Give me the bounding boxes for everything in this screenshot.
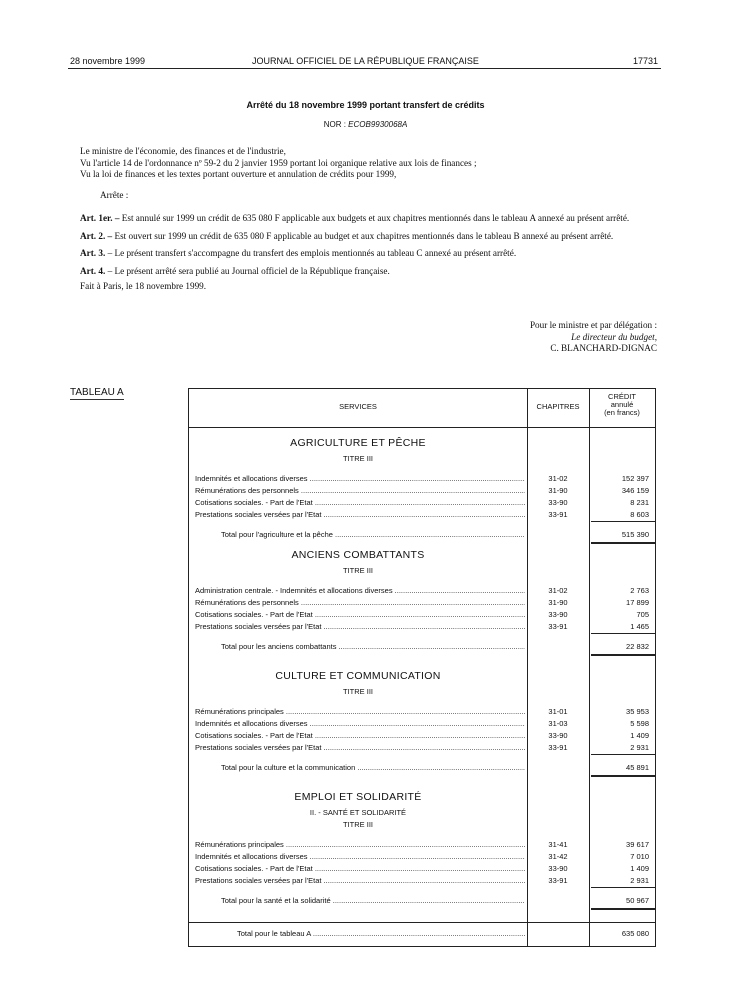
row-chapter: 31-01 [548,707,568,716]
row-credit: 5 598 [630,719,649,728]
row-credit: 152 397 [621,474,649,483]
row-label: Rémunérations principales ..... [195,840,525,849]
row-credit: 705 [636,610,649,619]
row-label: Cotisations sociales. - Part de l'Etat ..... [195,498,525,507]
signature-name: C. BLANCHARD-DIGNAC [550,343,657,353]
nor-code: ECOB9930068A [348,120,408,129]
row-credit: 1 465 [630,622,649,631]
row-chapter: 33-90 [548,864,568,873]
section-heading: ANCIENS COMBATTANTS [291,549,425,561]
row-chapter: 33-90 [548,498,568,507]
row-chapter: 31-41 [548,840,568,849]
table-row [189,864,657,875]
table-row [189,719,657,730]
row-label: Prestations sociales versées par l'Etat ..... [195,622,525,631]
row-credit: 8 231 [630,498,649,507]
grand-total-credit: 635 080 [621,929,649,938]
total-credit: 45 891 [626,763,649,772]
total-row [189,530,657,541]
total-row [189,896,657,907]
article-number: Art. 4. [80,265,106,276]
section-heading: CULTURE ET COMMUNICATION [275,670,441,682]
row-chapter: 33-91 [548,876,568,885]
row-label: Rémunérations des personnels ..... [195,598,525,607]
table-row [189,598,657,609]
row-label: Cotisations sociales. - Part de l'Etat ..... [195,864,525,873]
table-row [189,622,657,633]
preamble [80,146,658,201]
total-rule-top [591,754,655,755]
row-label: Indemnités et allocations diverses ..... [195,852,525,861]
total-row [189,642,657,653]
row-credit: 2 931 [630,876,649,885]
column-header-credit-line: CRÉDIT [608,392,636,401]
header-date: 28 novembre 1999 [70,56,146,66]
articles [80,213,658,293]
row-credit: 1 409 [630,864,649,873]
total-label: Total pour les anciens combattants ..... [221,642,525,651]
column-header-chapitres: CHAPITRES [536,402,580,411]
row-credit: 346 159 [621,486,649,495]
row-label: Indemnités et allocations diverses ..... [195,474,525,483]
preamble-line: Vu l'article 14 de l'ordonnance nº 59-2 du 2 janvier 1959 portant loi organique relative aux lois de finances ; [80,157,477,168]
article-text: Est annulé sur 1999 un crédit de 635 080 F applicable aux budgets et aux chapitres mentionnés dans le tableau A annexé au présent arrêté. [121,213,630,223]
section-subheading: TITRE III [343,454,373,463]
row-label: Administration centrale. - Indemnités et allocations diverses ..... [195,586,525,595]
total-rule-top [591,633,655,634]
row-chapter: 31-42 [548,852,568,861]
row-chapter: 31-02 [548,474,568,483]
total-rule-bottom [591,908,655,910]
table-row [189,486,657,497]
fait-line: Fait à Paris, le 18 novembre 1999. [80,281,207,291]
nor-label: NOR : [323,120,346,129]
row-chapter: 31-90 [548,598,568,607]
row-label: Rémunérations des personnels ..... [195,486,525,495]
row-chapter: 33-90 [548,610,568,619]
signature-block [530,320,657,355]
row-label: Prestations sociales versées par l'Etat ..... [195,510,525,519]
row-credit: 7 010 [630,852,649,861]
table-row [189,707,657,718]
total-credit: 515 390 [621,530,649,539]
table-row [189,586,657,597]
column-header-services: SERVICES [339,402,377,411]
total-credit: 50 967 [626,896,649,905]
article [80,266,658,278]
row-chapter: 31-02 [548,586,568,595]
article [80,248,658,260]
grand-total-divider [189,922,655,923]
total-rule-bottom [591,654,655,656]
signature-title: Le directeur du budget, [571,331,657,342]
row-credit: 35 953 [626,707,649,716]
credit-table [188,388,656,947]
section-subheading: II. - SANTÉ ET SOLIDARITÉ [309,808,407,817]
arrete-label: Arrête : [100,189,129,200]
row-chapter: 31-03 [548,719,568,728]
column-header-credit [589,393,655,417]
table-row [189,876,657,887]
row-credit: 2 763 [630,586,649,595]
table-row [189,731,657,742]
article-text: Est ouvert sur 1999 un crédit de 635 080 F applicable au budget et aux chapitres mentionnés dans le tableau B annexé au présent arrêté. [114,230,614,241]
table-row [189,498,657,509]
header-journal: JOURNAL OFFICIEL DE LA RÉPUBLIQUE FRANÇAISE [252,56,479,66]
section-subheading: TITRE III [343,566,373,575]
row-label: Rémunérations principales ..... [195,707,525,716]
row-label: Prestations sociales versées par l'Etat ..... [195,876,525,885]
preamble-line: Vu la loi de finances et les textes portant ouverture et annulation de crédits pour 1999, [80,169,397,179]
table-row [189,852,657,863]
preamble-line: Le ministre de l'économie, des finances et de l'industrie, [80,146,286,156]
document-title: Arrêté du 18 novembre 1999 portant transfert de crédits [246,100,485,110]
row-credit: 8 603 [630,510,649,519]
section-heading: EMPLOI ET SOLIDARITÉ [294,791,422,803]
row-label: Cotisations sociales. - Part de l'Etat ..... [195,610,525,619]
header-divider [189,427,655,428]
article-text: – Le présent transfert s'accompagne du transfert des emplois mentionnés au tableau C annexé au présent arrêté. [107,248,517,258]
row-credit: 1 409 [630,731,649,740]
total-rule-bottom [591,775,655,777]
total-label: Total pour la santé et la solidarité ..... [221,896,525,905]
header-rule [68,68,661,69]
row-chapter: 33-91 [548,510,568,519]
row-chapter: 33-91 [548,622,568,631]
header-page-number: 17731 [632,56,658,66]
article-number: Art. 2. – [80,230,113,241]
total-label: Total pour l'agriculture et la pêche ..... [221,530,525,539]
row-chapter: 33-91 [548,743,568,752]
column-header-credit-line: annulé [610,400,634,409]
row-label: Cotisations sociales. - Part de l'Etat ..... [195,731,525,740]
row-credit: 17 899 [626,598,649,607]
row-label: Prestations sociales versées par l'Etat ..... [195,743,525,752]
table-row [189,743,657,754]
table-row [189,840,657,851]
article-number: Art. 3. [80,248,106,258]
table-row [189,610,657,621]
section-heading: AGRICULTURE ET PÊCHE [290,437,426,449]
article [80,213,658,225]
section-subheading: TITRE III [343,687,373,696]
table-row [189,474,657,485]
total-row [189,763,657,774]
row-label: Indemnités et allocations diverses ..... [195,719,525,728]
tableau-label: TABLEAU A [70,387,124,398]
grand-total-row [189,929,657,940]
row-credit: 39 617 [626,840,649,849]
column-header-credit-line: (en francs) [604,408,640,417]
article [80,231,658,243]
total-rule-bottom [591,542,655,544]
article-number: Art. 1er. – [80,213,120,223]
nor-reference [0,120,731,129]
grand-total-label: Total pour le tableau A ..... [237,929,525,938]
row-chapter: 33-90 [548,731,568,740]
row-chapter: 31-90 [548,486,568,495]
total-label: Total pour la culture et la communication ..... [221,763,525,772]
total-rule-top [591,521,655,522]
table-row [189,510,657,521]
section-subheading: TITRE III [343,820,373,829]
row-credit: 2 931 [630,743,649,752]
signature-line: Pour le ministre et par délégation : [529,320,657,330]
article-text: – Le présent arrêté sera publié au Journal officiel de la République française. [107,265,390,276]
total-rule-top [591,887,655,888]
total-credit: 22 832 [626,642,649,651]
